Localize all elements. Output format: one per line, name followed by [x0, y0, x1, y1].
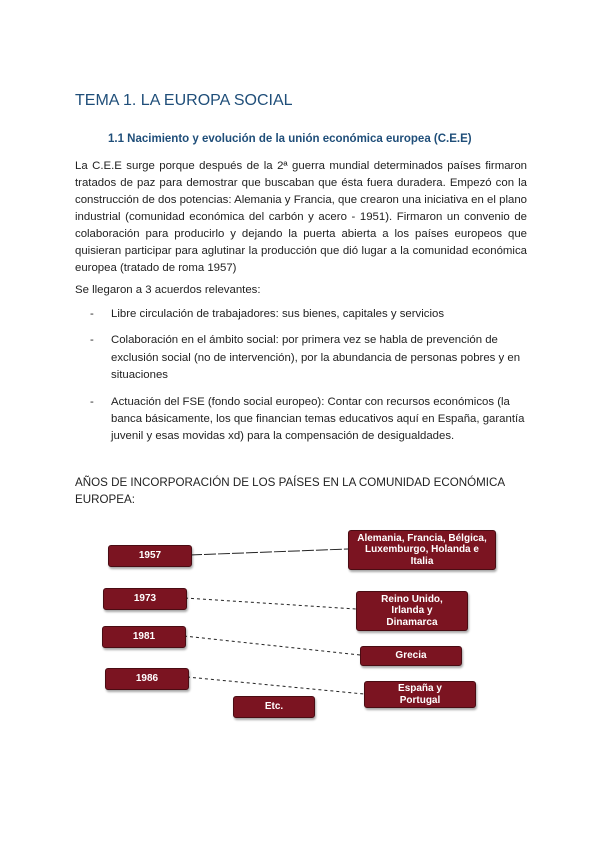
connector-1973 [185, 598, 356, 609]
year-box-1957: 1957 [108, 545, 192, 567]
bullet-dash: - [90, 395, 94, 408]
accession-heading: AÑOS DE INCORPORACIÓN DE LOS PAÍSES EN LA COMUNIDAD ECONÓMICA EUROPEA: [75, 476, 505, 506]
year-box-1986: 1986 [105, 668, 189, 690]
countries-box-1986: España y Portugal [364, 681, 476, 708]
document-title: TEMA 1. LA EUROPA SOCIAL [75, 92, 293, 109]
countries-box-1957: Alemania, Francia, Bélgica, Luxemburgo, Holanda e Italia [348, 530, 496, 570]
bullet-dash: - [90, 334, 94, 347]
agreements-intro: Se llegaron a 3 acuerdos relevantes: [75, 284, 261, 296]
year-box-1973: 1973 [103, 588, 187, 610]
intro-paragraph: La C.E.E surge porque después de la 2ª guerra mundial determinados países firmaron tratados de paz para demostrar que buscaban que ésta fuera duradera. Empezó con la construcción de dos potencias: Alemania y Francia, que crearon una iniciativa en el plano industrial (comunidad económica del carbón y acero - 1951). Firmaron un convenio de colaboración para producirlo y dejando la puerta abierta a los países europeos que quisieran participar para aglutinar la producción que dió lugar a la comunidad económica europea (tratado de roma 1957) [75, 160, 527, 274]
year-box-1981: 1981 [102, 626, 186, 648]
connector-1957 [190, 549, 348, 555]
connector-1986 [187, 677, 364, 694]
bullet-dash: - [90, 308, 94, 320]
agreement-text: Actuación del FSE (fondo social europeo): Contar con recursos económicos (la banca básicamente, los que financian temas educativos aquí en España, garantía juvenil y esas movidas xd) para la compensación de desigualdades. [111, 395, 525, 443]
countries-box-1981: Grecia [360, 646, 462, 666]
section-subtitle: 1.1 Nacimiento y evolución de la unión económica europea (C.E.E) [108, 133, 472, 145]
agreement-text: Colaboración en el ámbito social: por primera vez se habla de prevención de exclusión social (no de intervención), por la abundancia de personas pobres y en situaciones [111, 334, 521, 382]
connector-1981 [184, 636, 360, 655]
agreement-text: Libre circulación de trabajadores: sus bienes, capitales y servicios [111, 308, 445, 320]
etc-box: Etc. [233, 696, 315, 718]
countries-box-1973: Reino Unido, Irlanda y Dinamarca [356, 591, 468, 631]
